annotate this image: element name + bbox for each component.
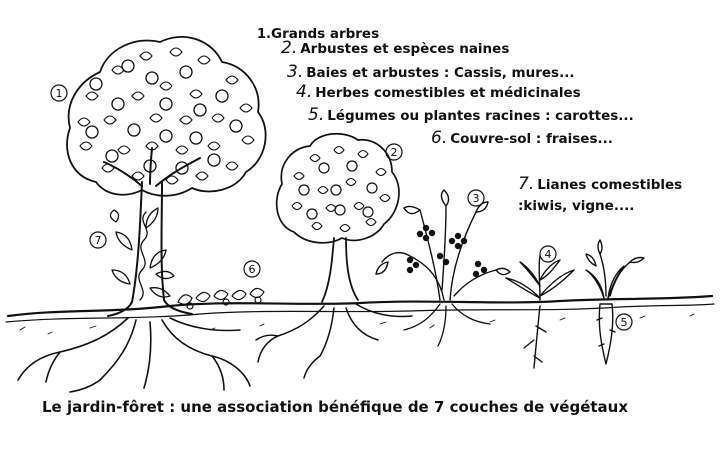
layer-5-number: 5. xyxy=(308,105,325,125)
layer-2-number: 2. xyxy=(281,38,298,58)
layer-3-text: Baies et arbustes : Cassis, mures... xyxy=(306,65,575,81)
svg-text:7: 7 xyxy=(94,234,102,247)
tree-1-foliage xyxy=(78,48,254,184)
vine-on-tree xyxy=(110,208,174,300)
layer-2-label xyxy=(281,40,509,57)
marker-2 xyxy=(386,144,402,160)
svg-text:3: 3 xyxy=(472,192,480,205)
root-vegetable xyxy=(586,240,644,364)
marker-5 xyxy=(616,314,632,330)
ground-cover-strawberries xyxy=(178,288,264,309)
tree-1-crown xyxy=(67,37,266,196)
layer-3-label xyxy=(287,64,574,81)
herb-plant xyxy=(506,256,574,368)
layer-4-text: Herbes comestibles et médicinales xyxy=(315,85,581,101)
svg-text:4: 4 xyxy=(544,248,552,261)
layer-6-text: Couvre-sol : fraises... xyxy=(450,131,613,147)
layer-5-text: Légumes ou plantes racines : carottes... xyxy=(327,108,634,124)
layer-7-number: 7. xyxy=(518,174,535,194)
diagram-caption: Le jardin-fôret : une association bénéfique de 7 couches de végétaux xyxy=(42,398,629,416)
layer-1-number: 1. xyxy=(257,27,271,42)
layer-3-number: 3. xyxy=(287,62,304,82)
tree-1-fruits xyxy=(86,60,242,174)
layer-7-text: Lianes comestibles :kiwis, vigne.... xyxy=(518,177,683,214)
marker-7 xyxy=(90,232,106,248)
layer-7-label xyxy=(518,174,688,217)
layer-4-number: 4. xyxy=(296,82,313,102)
marker-6 xyxy=(244,261,260,277)
marker-1 xyxy=(51,85,67,101)
tree-2-roots xyxy=(256,304,412,378)
layer-6-number: 6. xyxy=(431,128,448,148)
layer-6-label xyxy=(431,130,613,147)
marker-4 xyxy=(540,246,556,262)
svg-text:1: 1 xyxy=(55,87,63,100)
tree-2-fruits xyxy=(299,161,377,219)
tree-2-trunk xyxy=(322,238,358,302)
tree-1-roots xyxy=(18,318,250,392)
marker-3 xyxy=(468,190,484,206)
berry-clusters xyxy=(407,225,487,277)
layer-1-text: Grands arbres xyxy=(270,26,380,42)
svg-text:2: 2 xyxy=(390,146,398,159)
layer-4-label xyxy=(296,84,581,101)
svg-text:6: 6 xyxy=(248,263,256,276)
tree-2-crown xyxy=(277,134,399,243)
layer-5-label xyxy=(308,107,634,124)
svg-text:5: 5 xyxy=(620,316,628,329)
layer-2-text: Arbustes et espèces naines xyxy=(300,41,510,57)
